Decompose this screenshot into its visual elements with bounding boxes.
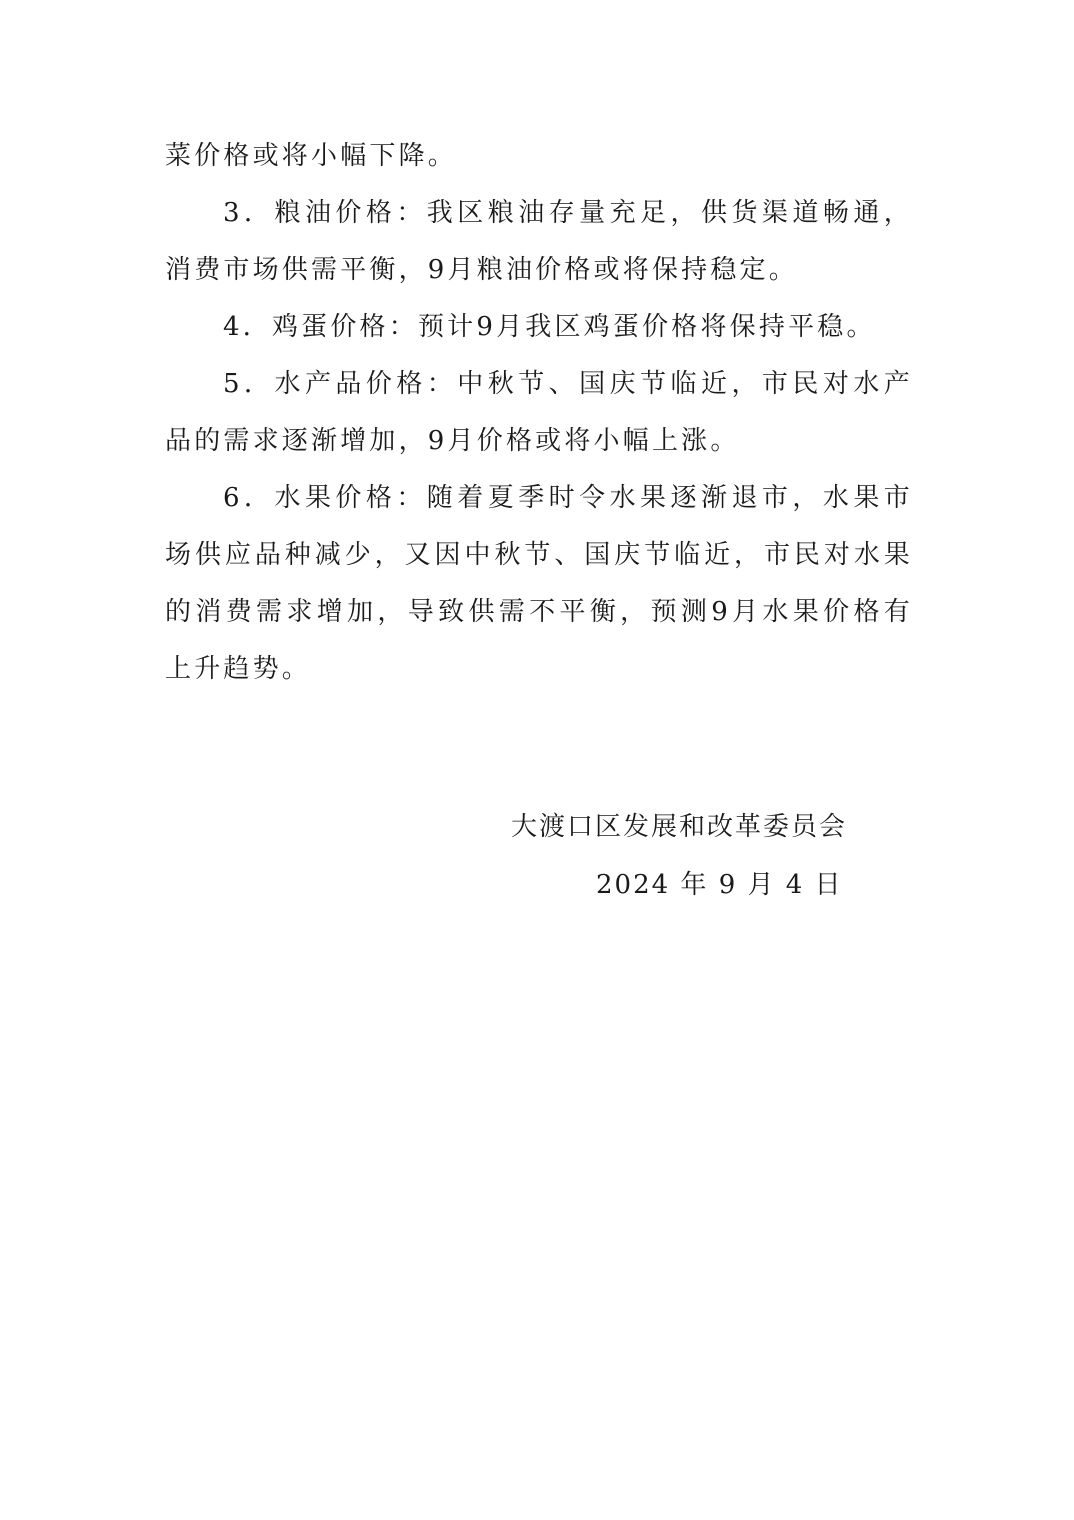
document-body — [165, 128, 913, 698]
paragraph-grain-oil-price: 3．粮油价格：我区粮油存量充足，供货渠道畅通，消费市场供需平衡，9月粮油价格或将保持稳定。 — [165, 198, 913, 285]
signature-date: 2024 年 9 月 4 日 — [596, 870, 843, 900]
paragraph-fruit-price: 6．水果价格：随着夏季时令水果逐渐退市，水果市场供应品种减少，又因中秋节、国庆节临近，市民对水果的消费需求增加，导致供需不平衡，预测9月水果价格有上升趋势。 — [165, 483, 913, 684]
paragraph-vegetable-price-continued: 菜价格或将小幅下降。 — [165, 141, 458, 171]
paragraph-egg-price: 4．鸡蛋价格：预计9月我区鸡蛋价格将保持平稳。 — [223, 312, 876, 342]
paragraph-aquatic-price: 5．水产品价格：中秋节、国庆节临近，市民对水产品的需求逐渐增加，9月价格或将小幅上涨。 — [165, 369, 913, 456]
signature-organization: 大渡口区发展和改革委员会 — [511, 812, 848, 842]
